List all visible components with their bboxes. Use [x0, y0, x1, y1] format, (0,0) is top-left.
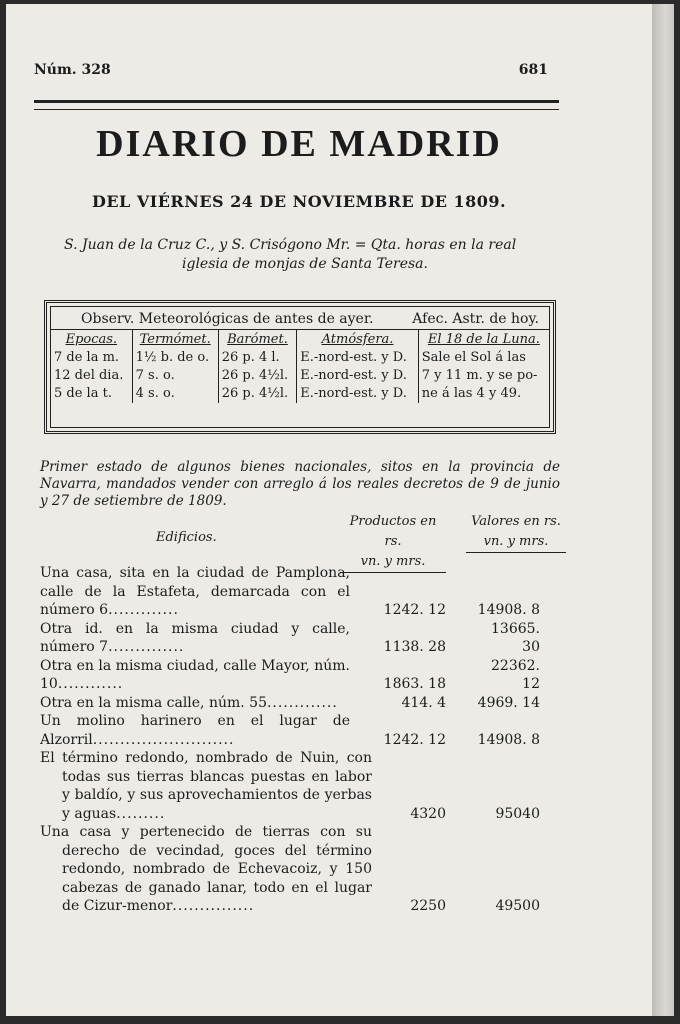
cell: 12 del dia.	[51, 367, 132, 385]
entry-text: Otra id. en la misma ciudad y calle, número 7	[40, 620, 350, 655]
cell: 1½ b. de o.	[132, 349, 218, 367]
entry-text: Otra en la misma calle, núm. 55	[40, 694, 267, 711]
entry-producto: 1863. 18	[383, 676, 446, 692]
meteo-grid	[51, 330, 549, 403]
page-number: 681	[518, 62, 548, 78]
cell: E.-nord-est. y D.	[297, 385, 419, 403]
top-rule	[34, 100, 559, 110]
saints-line-1: S. Juan de la Cruz C., y S. Crisógono Mr. = Qta. horas en la real	[64, 237, 517, 253]
table-row	[51, 349, 549, 367]
entry-valor: 13665. 30	[491, 620, 540, 655]
cell: E.-nord-est. y D.	[297, 367, 419, 385]
masthead-title: DIARIO DE MADRID	[96, 123, 502, 165]
entry-producto: 1138. 28	[383, 639, 446, 655]
cell: 26 p. 4 l.	[218, 349, 297, 367]
entry-valor: 14908. 8	[477, 731, 540, 748]
cell: 5 de la t.	[51, 385, 132, 403]
entry-producto: 2250	[410, 898, 446, 914]
entry-producto: 414. 4	[401, 694, 446, 711]
col-atmosfera: Atmósfera.	[297, 330, 419, 349]
entry-valor: 4969. 14	[477, 694, 540, 711]
entry-text: El término redondo, nombrado de Nuin, con todas sus tierras blancas puestas en labor y baldío, y sus aprovechamientos de yerbas y aguas	[40, 750, 372, 822]
newspaper-page	[6, 4, 666, 1016]
leader-dots: ...............	[172, 898, 255, 914]
valores-heading	[466, 512, 566, 553]
cell: 26 p. 4½l.	[218, 367, 297, 385]
issue-number: Núm. 328	[34, 62, 111, 78]
astro-title: Afec. Astr. de hoy.	[412, 311, 539, 327]
entry-valor: 95040	[495, 805, 540, 822]
leader-dots: ............	[57, 676, 124, 692]
valores-heading-line-2: vn. y mrs.	[466, 532, 566, 553]
cell: 7 y 11 m. y se po-	[421, 368, 538, 383]
properties-list	[40, 564, 560, 916]
cell: ne á las 4 y 49.	[421, 386, 522, 401]
list-item	[40, 657, 560, 694]
list-item	[40, 694, 560, 713]
page-edge	[652, 4, 674, 1016]
list-item	[40, 749, 560, 823]
cell: E.-nord-est. y D.	[297, 349, 419, 367]
col-luna: El 18 de la Luna.	[427, 332, 540, 347]
entry-text: Una casa y pertenecido de tierras con su derecho de vecindad, goces del término redondo, nombrado de Echevacoiz, y 150 cabezas de ganado lanar, todo en el lugar de Cizur-menor	[40, 824, 372, 914]
intro-paragraph: Primer estado de algunos bienes nacionales, sitos en la provincia de Navarra, mandados vender con arreglo á los reales decretos de 9 de junio y 27 de setiembre de 1809.	[40, 459, 560, 509]
cell: 4 s. o.	[132, 385, 218, 403]
list-item	[40, 620, 560, 657]
cell: 7 s. o.	[132, 367, 218, 385]
entry-valor: 49500	[495, 898, 540, 914]
leader-dots: .............	[108, 602, 179, 618]
saints-line-2: iglesia de monjas de Santa Teresa.	[182, 256, 428, 272]
leader-dots: ..........................	[92, 731, 235, 748]
entry-producto: 1242. 12	[383, 602, 446, 618]
saints-of-day	[64, 236, 564, 274]
meteo-title: Observ. Meteorológicas de antes de ayer.	[81, 311, 374, 327]
entry-valor: 22362. 12	[491, 657, 540, 692]
list-item	[40, 564, 560, 620]
cell: Sale el Sol á las	[421, 350, 526, 365]
productos-heading-line-1: Productos en rs.	[349, 514, 437, 549]
cell: 7 de la m.	[51, 349, 132, 367]
issue-header	[34, 62, 548, 78]
entry-text: Un molino harinero en el lugar de Alzorril	[40, 713, 350, 748]
meteorological-table	[44, 300, 556, 434]
entry-producto: 1242. 12	[383, 731, 446, 748]
list-item	[40, 712, 560, 749]
list-item	[40, 823, 560, 916]
col-termometro: Termómet.	[132, 330, 218, 349]
leader-dots: .........	[116, 805, 166, 822]
entry-producto: 4320	[410, 805, 446, 822]
leader-dots: .............	[266, 694, 338, 711]
cell: 26 p. 4½l.	[218, 385, 297, 403]
entry-valor: 14908. 8	[477, 602, 540, 618]
table-row	[51, 367, 549, 385]
productos-heading-line-2: vn. y mrs.	[340, 552, 446, 573]
table-row	[51, 385, 549, 403]
col-epocas: Epocas.	[51, 330, 132, 349]
issue-date: DEL VIÉRNES 24 DE NOVIEMBRE DE 1809.	[91, 192, 507, 211]
valores-heading-line-1: Valores en rs.	[471, 514, 561, 529]
leader-dots: ..............	[108, 639, 185, 655]
col-barometro: Barómet.	[218, 330, 297, 349]
edificios-heading: Edificios.	[156, 530, 217, 545]
meteo-header	[51, 307, 549, 330]
entry-text: Otra en la misma ciudad, calle Mayor, núm. 10	[40, 657, 350, 692]
entry-text: Una casa, sita en la ciudad de Pamplona, calle de la Estafeta, demarcada con el número 6	[40, 565, 350, 618]
